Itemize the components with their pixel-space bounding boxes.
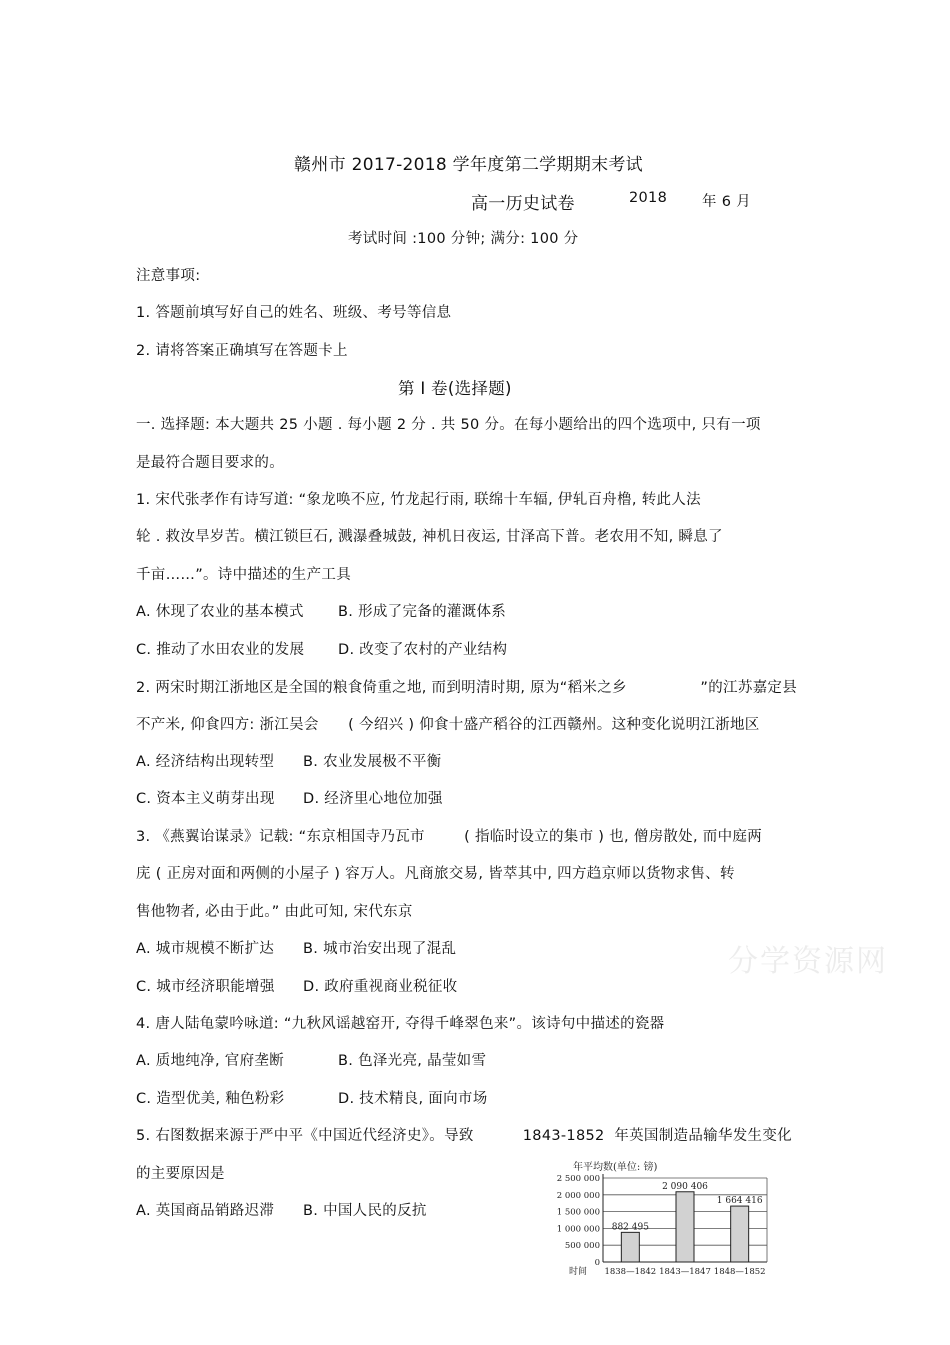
exam-month: 年 6 月 — [702, 194, 751, 210]
question-3-stem: 售他物者, 必由于此。” 由此可知, 宋代东京 — [136, 904, 413, 920]
question-3-stem: 3. 《燕翼诒谋录》记载: “东京相国寺乃瓦市 ( 指临时设立的集市 ) 也, 僧房散处, 而中庭两 — [136, 829, 762, 845]
question-1-option-b: B. 形成了完备的灌溉体系 — [338, 604, 507, 620]
question-2-option-c: C. 资本主义萌芽出现 — [136, 791, 275, 807]
question-1-option-d: D. 改变了农村的产业结构 — [338, 642, 508, 658]
exam-year: 2018 — [629, 190, 668, 206]
instructions-line: 是最符合题目要求的。 — [136, 455, 284, 471]
chart-x-tick-label: 1838—1842 — [604, 1267, 657, 1277]
chart-y-tick-label: 1 500 000 — [556, 1207, 600, 1218]
question-3-stem: 庑 ( 正房对面和两侧的小屋子 ) 容万人。凡商旅交易, 皆萃其中, 四方趋京师以货物求售、转 — [136, 866, 735, 882]
chart-x-tick-label: 1848—1852 — [713, 1267, 766, 1277]
question-5-stem: 5. 右图数据来源于严中平《中国近代经济史》。导致 1843-1852 年英国制造品输华发生变化 — [136, 1128, 792, 1144]
question-1-stem: 1. 宋代张孝作有诗写道: “象龙唤不应, 竹龙起行雨, 联绵十车辐, 伊轧百舟橹, 转此人法 — [136, 492, 701, 508]
question-1-stem: 轮 . 救汝旱岁苦。横江锁巨石, 溅瀑叠城鼓, 神机日夜运, 甘泽高下普。老农用不知, 瞬息了 — [136, 529, 723, 545]
chart-y-tick-label: 2 500 000 — [556, 1174, 600, 1184]
question-4-option-b: B. 色泽光亮, 晶莹如雪 — [338, 1053, 487, 1069]
question-5-option-a: A. 英国商品销路迟滞 — [136, 1203, 275, 1219]
notes-heading: 注意事项: — [136, 268, 201, 284]
question-5-stem: 的主要原因是 — [136, 1166, 225, 1182]
question-2-option-a: A. 经济结构出现转型 — [136, 754, 275, 770]
chart-bar — [621, 1232, 639, 1262]
watermark: 分学资源网 — [728, 944, 888, 979]
question-3-option-c: C. 城市经济职能增强 — [136, 979, 275, 995]
question-3-option-d: D. 政府重视商业税征收 — [303, 979, 458, 995]
instructions-line: 一. 选择题: 本大题共 25 小题 . 每小题 2 分 . 共 50 分。在每小题给出的四个选项中, 只有一项 — [136, 417, 761, 433]
exam-title: 赣州市 2017-2018 学年度第二学期期末考试 — [294, 155, 643, 175]
note-item: 1. 答题前填写好自己的姓名、班级、考号等信息 — [136, 305, 452, 321]
chart-title: 年平均数(单位: 镑) — [573, 1162, 658, 1173]
chart-y-tick-label: 500 000 — [564, 1241, 600, 1252]
chart-y-tick-label: 2 000 000 — [556, 1190, 600, 1201]
chart-y-tick-label: 0 — [594, 1258, 600, 1268]
question-2-stem: 不产米, 仰食四方: 浙江吴会 ( 今绍兴 ) 仰食十盛产稻谷的江西赣州。这种变化说明江浙地区 — [136, 717, 760, 733]
chart-y-ticks — [557, 1174, 600, 1268]
chart-data-label: 1 664 416 — [716, 1196, 763, 1207]
chart-x-ticks — [604, 1267, 765, 1277]
chart-x-axis-label: 时间 — [569, 1267, 588, 1277]
chart-bar — [676, 1192, 694, 1262]
question-2-stem: 2. 两宋时期江浙地区是全国的粮食倚重之地, 而到明清时期, 原为“稻米之乡 ”的江苏嘉定县 — [136, 680, 798, 696]
question-3-option-b: B. 城市治安出现了混乱 — [303, 941, 457, 957]
chart-bar — [731, 1206, 749, 1262]
exam-subtitle: 高一历史试卷 — [471, 194, 575, 214]
chart-y-tick-label: 1 000 000 — [556, 1224, 600, 1235]
chart-x-tick-label: 1843—1847 — [659, 1267, 711, 1277]
question-4-option-a: A. 质地纯净, 官府垄断 — [136, 1053, 284, 1069]
question-2-option-b: B. 农业发展极不平衡 — [303, 754, 442, 770]
exam-info: 考试时间 :100 分钟; 满分: 100 分 — [348, 231, 579, 247]
chart-data-label: 2 090 406 — [662, 1181, 708, 1192]
question-1-option-c: C. 推动了水田农业的发展 — [136, 642, 305, 658]
note-item: 2. 请将答案正确填写在答题卡上 — [136, 343, 348, 359]
question-4-stem: 4. 唐人陆龟蒙吟咏道: “九秋风谣越窑开, 夺得千峰翠色来”。该诗句中描述的瓷器 — [136, 1016, 665, 1032]
question-1-option-a: A. 休现了农业的基本模式 — [136, 604, 304, 620]
chart-data-label: 882 495 — [611, 1222, 649, 1233]
question-3-option-a: A. 城市规模不断扩达 — [136, 941, 275, 957]
question-4-option-d: D. 技术精良, 面向市场 — [338, 1091, 488, 1107]
question-2-option-d: D. 经济里心地位加强 — [303, 791, 443, 807]
export-bar-chart — [555, 1158, 785, 1283]
section-title: 第 I 卷(选择题) — [398, 379, 512, 398]
question-5-option-b: B. 中国人民的反抗 — [303, 1203, 427, 1219]
question-1-stem: 千亩……”。诗中描述的生产工具 — [136, 567, 352, 583]
question-4-option-c: C. 造型优美, 釉色粉彩 — [136, 1091, 285, 1107]
